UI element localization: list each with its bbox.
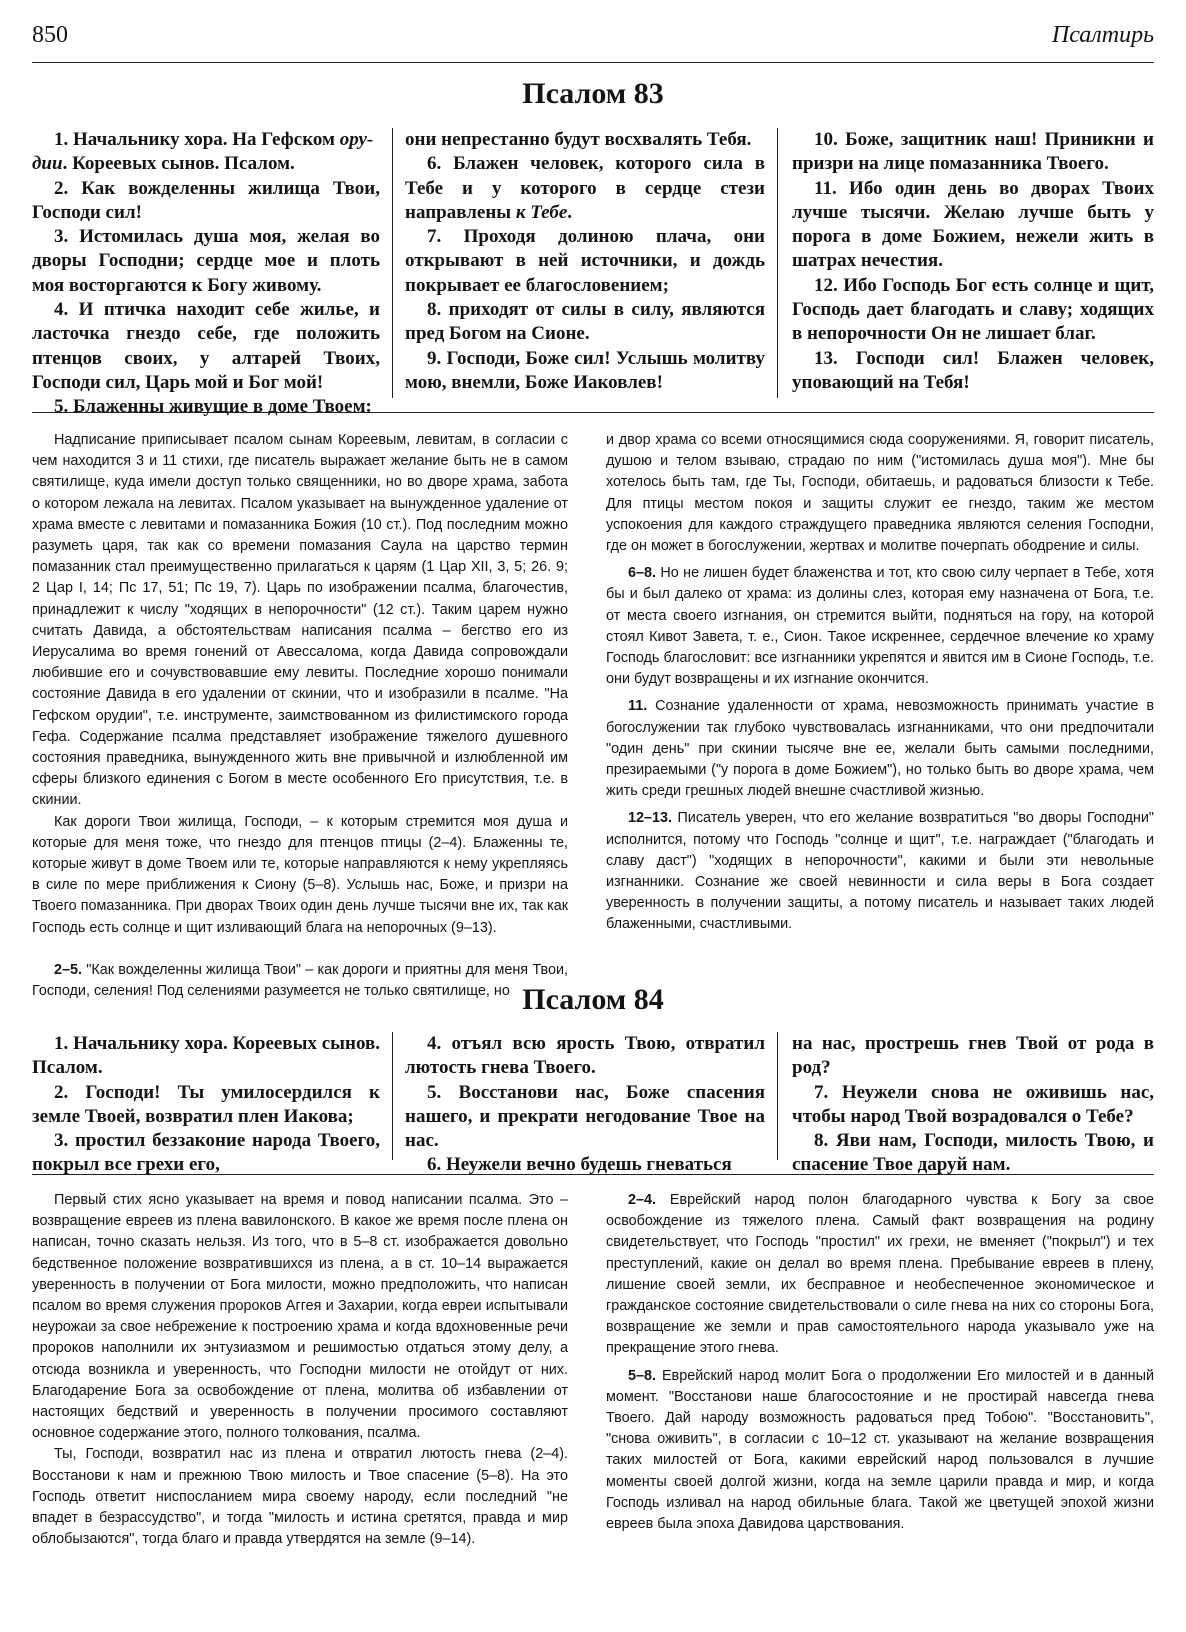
psalm-84-title: Псалом 84 (522, 983, 664, 1016)
running-title: Псалтирь (1051, 22, 1154, 48)
commentary-paragraph: Первый стих ясно указывает на время и повод написании псалма. Это – возвращение евреев из плена вавилонского. В какое же время после плена он написан, точно сказать нельзя. Из того, что в 5–8 ст. изображается довольно бедственное положение возвратившихся из плена, а в ст. 10–14 выражается уверенность в получении от Бога милости, можно предположить, что написан псалом во время служения пророков Аггея и Захарии, когда евреи испытывали неурожаи за свое небрежение к построению храма и когда вдохновенные речи пророков наполнили их энтузиазмом и решимостью отдаться этому делу, а отсюда возникла и уверенность, что Господни милости не отойдут от них. Благодарение Бога за освобождение от плена, молитва об избавлении от настоящих бедствий и уверенность в получении просимого составляют основное содержание этого, полного толкования, псалма. (32, 1192, 568, 1442)
psalm-83-verse-column-2 (393, 128, 778, 398)
psalm-84-verses (32, 1032, 1154, 1176)
verse-4: 4. И птичка находит себе жилье, и ласточка гнездо себе, где положить птенцов своих, у алтарей Твоих, Господи сил, Царь мой и Бог мой! (32, 299, 380, 393)
header-rule (32, 62, 1154, 63)
commentary-paragraph: Ты, Господи, возвратил нас из плена и отвратил лютость гнева (2–4). Восстанови к нам и прежнюю Твою милость и Твое спасение (5–8). На это Господь ответит ниспосланием мира своему народу, если последний "не впадет в безрассудство", и тогда "милость и истина сретятся, правда и мир облобызаются", тогда благо и правда утвердятся на земле (9–14). (32, 1446, 568, 1548)
commentary-paragraph: 5–8. Еврейский народ молит Бога о продолжении Его милостей и в данный момент. "Восстанови наше благосостояние и не простирай навсегда гнева Твоего. Дай народу возможность радоваться пред Тобою". "Восстановить", "снова оживить", в согласии с 10–12 ст. указывают на желание возвращения таких милостей от Бога, какими еврейский народ пользовался в лучшие моменты своей долгой жизни, когда на земле царили правда и мир, и когда Господь изливал на народ обильные блага. Такой же цветущей эпохой жизни евреев была эпоха Давидова царствования. (606, 1367, 1154, 1533)
psalm-83-title: Псалом 83 (522, 77, 664, 110)
commentary-paragraph: и двор храма со всеми относящимися сюда сооружениями. Я, говорит писатель, душою и телом взываю, страдаю по ним ("истомилась душа моя"). Мне бы хотелось быть там, где Ты, Господи, обитаешь, и радоваться близости к Тебе. Для птицы местом покоя и защиты служит ее гнездо, таким же местом успокоения для каждого страждущего праведника являются селения Господни, где он может в богослужении, жертвах и молитве почерпать ободрение и силы. (606, 432, 1154, 555)
psalm-84-commentary-column-2 (580, 1190, 1154, 1620)
psalm-84-verse-column-1 (32, 1032, 393, 1176)
verse-6-continued: на нас, прострешь гнев Твой от рода в род? (792, 1033, 1154, 1079)
verse-11: 11. Ибо один день во дворах Твоих лучше тысячи. Желаю лучше быть у порога в доме Божием, нежели жить в шатрах нечестия. (792, 177, 1154, 272)
verse-8: 8. приходят от силы в силу, являются пред Богом на Сионе. (405, 299, 765, 345)
verse-ref: 2–4. (628, 1192, 657, 1208)
commentary-paragraph: 2–5. "Как вожделенны жилища Твои" – как дороги и приятны для меня Твои, Господи, селения! Под селениями разумеется не только святилище, но (32, 961, 568, 1000)
verse-1: 1. Начальнику хора. На Гефском ору- дии. Кореевых сынов. Псалом. (32, 129, 374, 175)
verse-1: 1. Начальнику хора. Кореевых сынов. Псалом. (32, 1033, 380, 1079)
commentary-paragraph: 11. Сознание удаленности от храма, невозможность принимать участие в богослужении так глубоко чувствовалась изгнанниками, что они предпочитали "один день" при скинии тысяче вне ее, желали быть самыми последними, презираемыми ("у порога в доме Божием"), но только быть во дворе храма, чем жить среди грешных людей внешне счастливой жизнью. (606, 698, 1154, 800)
verse-2: 2. Господи! Ты умилосердился к земле Твоей, возвратил плен Иакова; (32, 1081, 380, 1127)
verse-3: 3. простил беззаконие народа Твоего, покрыл все грехи его, (32, 1130, 380, 1176)
psalm-84-divider (32, 1174, 1154, 1175)
psalm-84-commentary (32, 1190, 1154, 1620)
verse-5: 5. Блаженны живущие в доме Твоем: (54, 396, 372, 418)
commentary-paragraph: 2–4. Еврейский народ полон благодарного чувства к Богу за свое освобождение из тяжелого плена. Самый факт возвращения на родину свидетельствует, что Господь "простил" их грехи, не вменяет ("покрыл") и тех преступлений, какие он делал во время плена. Пребывание евреев в плену, лишение своей земли, их бесправное и необеспеченное экономическое и гражданское состояние свидетельствовали о силе гнева на них со стороны Бога, возвращение же земли и прав самостоятельного народа указывало уже на прекращение этого гнева. (606, 1192, 1154, 1357)
page-number: 850 (32, 22, 68, 48)
verse-ref: 5–8. (628, 1367, 657, 1384)
verse-5-continued: они непрестанно будут восхвалять Тебя. (405, 129, 752, 150)
verse-6: 6. Блажен человек, которого сила в Тебе и у которого в сердце стези направлены к Тебе. (405, 153, 765, 223)
psalm-83-commentary-column-2 (580, 430, 1154, 965)
psalm-84-verse-column-3 (778, 1032, 1154, 1176)
commentary-paragraph: 12–13. Писатель уверен, что его желание возвратиться "во дворы Господни" исполнится, потому что Господь "солнце и щит", т.е. награждает ("благодать и славу даст") "ходящих в непорочности", какими и были эти невольные изгнанники. Сознание же своей невинности и сила веры в Бога создает уверенность в получении защиты, а потому писатель и называет таких людей блаженными, счастливыми. (606, 810, 1154, 933)
running-header (32, 22, 1154, 56)
psalm-83-divider (32, 412, 1154, 413)
psalm-83-verses (32, 128, 1154, 418)
verse-10: 10. Боже, защитник наш! Приникни и призри на лице помазанника Твоего. (792, 129, 1154, 175)
verse-3: 3. Истомилась душа моя, желая во дворы Господни; сердце мое и плоть моя восторгаются к Богу живому. (32, 226, 380, 296)
verse-2: 2. Как вожделенны жилища Твои, Господи сил! (32, 177, 380, 223)
psalm-84-commentary-column-1 (32, 1190, 580, 1620)
verse-ref: 2–5. (54, 961, 83, 978)
verse-5: 5. Восстанови нас, Боже спасения нашего, и прекрати негодование Твое на нас. (405, 1081, 765, 1152)
verse-9: 9. Господи, Боже сил! Услышь молитву мою, внемли, Боже Иаковлев! (405, 347, 765, 393)
verse-ref: 6–8. (628, 565, 657, 582)
verse-12: 12. Ибо Господь Бог есть солнце и щит, Господь дает благодать и славу; ходящих в непорочности Он не лишает благ. (792, 274, 1154, 345)
commentary-paragraph: Как дороги Твои жилища, Господи, – к которым стремится моя душа и которые для меня тоже, что гнездо для птенцов птицы (2–4). Блаженны те, которые живут в доме Твоем или те, которые направляются к нему укрепляясь в силе по мере приближения к Сиону (5–8). Услышь нас, Боже, и призри на Твоего помазанника. При дворах Твоих один день лучше тысячи вне их, так как Господь есть солнце и щит изливающий блага на непорочных (9–13). (32, 813, 568, 936)
verse-7: 7. Неужели снова не оживишь нас, чтобы народ Твой возрадовался о Тебе? (792, 1081, 1154, 1127)
verse-6: 6. Неужели вечно будешь гневаться (427, 1154, 732, 1176)
psalm-83-commentary-column-1 (32, 430, 580, 1000)
verse-13: 13. Господи сил! Блажен человек, уповающий на Тебя! (792, 347, 1154, 393)
psalm-84-verse-column-2 (393, 1032, 778, 1176)
commentary-paragraph: Надписание приписывает псалом сынам Кореевым, левитам, в согласии с чем находится 3 и 11 стихи, где писатель выражает желание быть не в самом святилище, куда имели доступ только священники, но во дворе храма, забота о котором лежала на левитах. Псалом указывает на вынужденное удаление от храма вместе с левитами и помазанника Божия (10 ст.). Под последним можно разуметь царя, так как со времени помазания Саула на царство термин помазанник стал преимущественно прилагаться к царям (1 Цар XII, 3, 5; 26. 9; 2 Цар I, 14; Пс 17, 51; Пс 19, 7). Царь по изображении псалма, благочестив, принадлежит к числу "ходящих в непорочности" (12 ст.). Таким царем нужно считать Давида, а обстоятельствам написания псалма – бегство его из Иерусалима во время гонений от Авессалома, когда Давида сопровождали любившие его и сочувствовавшие ему левиты. Последние хорошо понимали состояние Давида в его удалении от скинии, что и изобразили в псалме. "На Гефском орудии", т.е. инструменте, заимствованном из филистимского города Гефа. Содержание псалма представляет изображение тяжелого душевного состояния праведника, вынужденного жить вне привычной и излюбленной им сферы близкого единения с Богом в месте особенного Его присутствия, т.е. в скинии. (32, 432, 568, 809)
psalm-83-verse-column-3 (778, 128, 1154, 398)
verse-7: 7. Проходя долиною плача, они открывают в ней источники, и дождь покрывает ее благословением; (405, 226, 765, 296)
psalm-83-verse-column-1 (32, 128, 393, 418)
verse-ref: 11. (628, 698, 648, 715)
verse-ref: 12–13. (628, 810, 673, 827)
verse-8: 8. Яви нам, Господи, милость Твою, и спасение Твое даруй нам. (792, 1130, 1154, 1176)
verse-4: 4. отъял всю ярость Твою, отвратил лютость гнева Твоего. (405, 1033, 765, 1079)
commentary-paragraph: 6–8. Но не лишен будет блаженства и тот, кто свою силу черпает в Тебе, хотя бы и был далеко от храма: из долины слез, которая ему назначена от Бога, т.е. от места своего изгнания, он стремится выйти, подняться на гору, на которой стоял Кивот Завета, т. е., Сион. Такое искреннее, сердечное влечение ко храму Господь благословит: все изгнанники укрепятся и явится им в Сионе Господь, т.е. они будут возвращены и их изгнание окончится. (606, 565, 1154, 688)
